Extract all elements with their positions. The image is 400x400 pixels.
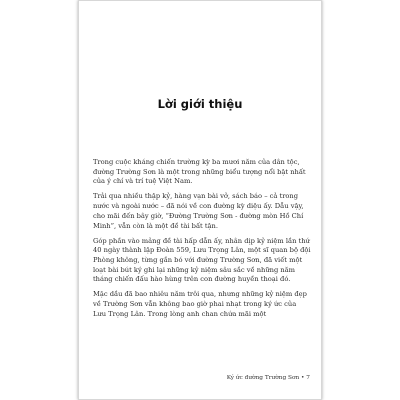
- page-footer: Ký ức đường Trường Sơn • 7: [226, 375, 310, 381]
- paragraph-2: Trải qua nhiều thập kỷ, hàng vạn bài vở, sách báo – cả trong nước và ngoài nước – đã nói về con đường kỳ diệu ấy. Dẫu vậy, cho mãi đến bây giờ, “Đường Trường Sơn - đường mòn Hồ Chí Minh”, vẫn còn là một đề tài bất tận.: [93, 192, 304, 230]
- book-page: [78, 0, 322, 400]
- paragraph-3: Góp phần vào mảng đề tài hấp dẫn ấy, nhân dịp kỷ niệm lần thứ 40 ngày thành lập Đoàn 559, Lưu Trọng Lân, một sĩ quan bộ đội Phòng không, từng gắn bó với đường Trường Sơn, đã viết một loạt bài bút ký ghi lại những kỷ niệm sâu sắc về những năm tháng chiến đấu hào hùng trên con đường huyền thoại đó.: [93, 236, 311, 284]
- paragraph-4: Mặc dầu đã bao nhiêu năm trôi qua, nhưng những kỷ niệm đẹp về Trường Sơn vẫn không bao giờ phai nhạt trong ký ức của Lưu Trọng Lân. Trong lòng anh chan chứa mãi một: [93, 290, 307, 318]
- paragraph-1: Trong cuộc kháng chiến trường kỳ ba mươi năm của dân tộc, đường Trường Sơn là một trong những biểu tượng nổi bật nhất của ý chí và trí tuệ Việt Nam.: [93, 158, 306, 186]
- body-text: [93, 158, 311, 325]
- page-title: Lời giới thiệu: [157, 97, 243, 111]
